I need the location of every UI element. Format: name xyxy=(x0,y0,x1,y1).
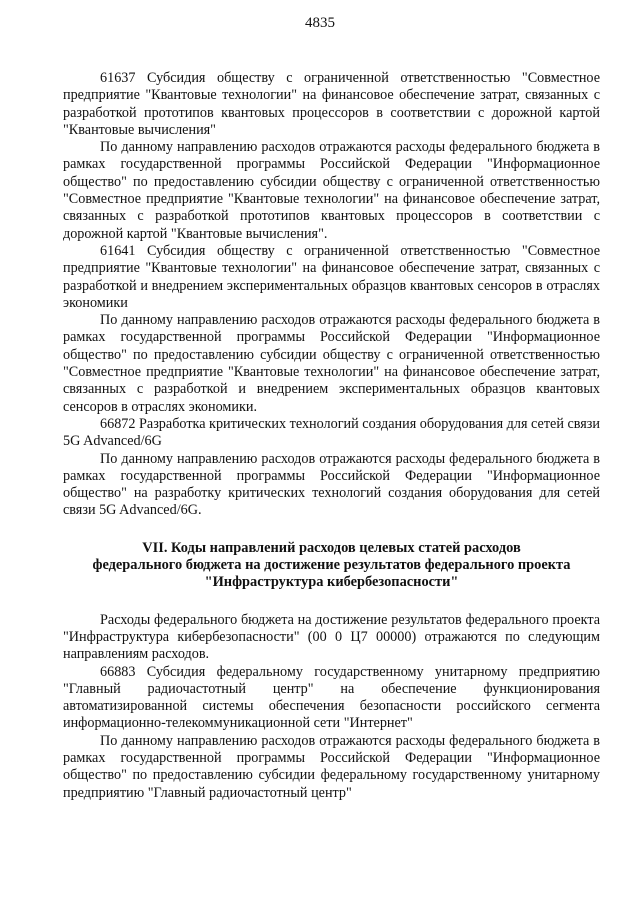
paragraph-66872-description: По данному направлению расходов отражаются расходы федерального бюджета в рамках государственной программы Российской Федерации "Информационное общество" на разработку критических технологий создания оборудования для сетей связи 5G Advanced/6G. xyxy=(63,450,600,519)
paragraph-61637-title: 61637 Субсидия обществу с ограниченной ответственностью "Совместное предприятие "Квантовые технологии" на финансовое обеспечение затрат, связанных с разработкой прототипов квантовых процессоров в соответствии с дорожной картой "Квантовые вычисления" xyxy=(63,70,600,138)
paragraph-61637-description: По данному направлению расходов отражаются расходы федерального бюджета в рамках государственной программы Российской Федерации "Информационное общество" по предоставлению субсидии обществу с ограниченной ответственностью "Совместное предприятие "Квантовые технологии" на финансовое обеспечение затрат, связанных с разработкой прототипов квантовых процессоров в соответствии с дорожной картой "Квантовые вычисления". xyxy=(63,139,600,242)
section-heading-line-1: VII. Коды направлений расходов целевых статей расходов xyxy=(142,539,521,556)
paragraph-61641-title: 61641 Субсидия обществу с ограниченной ответственностью "Совместное предприятие "Квантовые технологии" на финансовое обеспечение затрат, связанных с разработкой и внедрением экспериментальных образцов квантовых сенсоров в отраслях экономики xyxy=(63,242,600,311)
page-number: 4835 xyxy=(305,15,335,31)
paragraph-66883-title: 66883 Субсидия федеральному государственному унитарному предприятию "Главный радиочастотный центр" на обеспечение функционирования автоматизированной системы обеспечения безопасности российского сегмента информационно-телекоммуникационной сети "Интернет" xyxy=(63,663,600,732)
section-heading-line-2: федерального бюджета на достижение результатов федерального проекта xyxy=(92,557,571,574)
paragraph-61641-description: По данному направлению расходов отражаются расходы федерального бюджета в рамках государственной программы Российской Федерации "Информационное общество" по предоставлению субсидии обществу с ограниченной ответственностью "Совместное предприятие "Квантовые технологии" на финансовое обеспечение затрат, связанных с разработкой и внедрением экспериментальных образцов квантовых сенсоров в отраслях экономики. xyxy=(63,312,600,415)
document-body xyxy=(63,70,600,802)
paragraph-66883-description: По данному направлению расходов отражаются расходы федерального бюджета в рамках государственной программы Российской Федерации "Информационное общество" по предоставлению субсидии федеральному государственному унитарному предприятию "Главный радиочастотный центр" xyxy=(63,732,600,801)
section-heading xyxy=(63,540,600,592)
paragraph-section-intro: Расходы федерального бюджета на достижение результатов федерального проекта "Инфраструктура кибербезопасности" (00 0 Ц7 00000) отражаются по следующим направлениям расходов. xyxy=(63,611,600,663)
section-heading-line-3: "Инфраструктура кибербезопасности" xyxy=(204,574,459,591)
paragraph-66872-title: 66872 Разработка критических технологий создания оборудования для сетей связи 5G Advanced/6G xyxy=(63,415,600,450)
